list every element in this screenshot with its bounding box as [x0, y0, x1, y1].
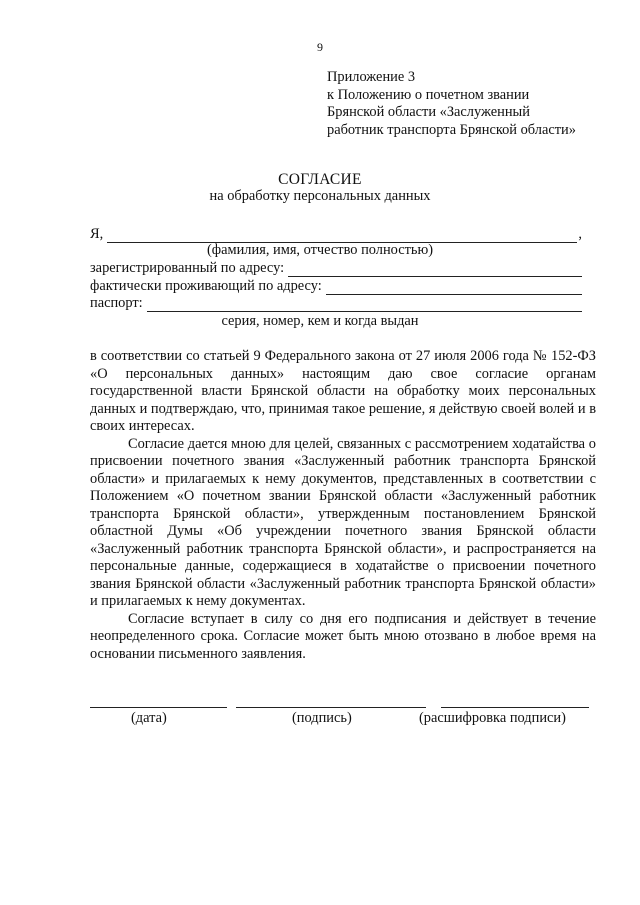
registered-address-field [90, 260, 582, 277]
full-name-field [90, 226, 582, 243]
passport-field [90, 295, 582, 312]
actual-address-blank-line[interactable] [326, 281, 582, 295]
document-subtitle: на обработку персональных данных [209, 188, 431, 204]
signature-blank-line[interactable] [236, 707, 426, 708]
appendix-line-3: Брянской области «Заслуженный [327, 104, 530, 120]
actual-address-field [90, 278, 582, 295]
consent-body [90, 348, 596, 663]
full-name-blank-line[interactable] [107, 229, 577, 243]
registered-address-blank-line[interactable] [288, 263, 582, 277]
name-suffix: , [578, 226, 582, 242]
actual-address-label: фактически проживающий по адресу: [90, 278, 322, 294]
appendix-header [327, 69, 617, 139]
decryption-blank-line[interactable] [441, 707, 589, 708]
date-caption: (дата) [131, 710, 167, 726]
paragraph-purpose: Согласие дается мною для целей, связанных с рассмотрением ходатайства о присвоении почетного звания «Заслуженный работник транспорта Брянской области» и прилагаемых к нему документов, представленных в соответствии с Положением «О почетном звании Брянской области «Заслуженный работник транспорта Брянской области», утвержденным постановлением Брянской областной Думы «Об учреждении почетного звания Брянской области «Заслуженный работник транспорта Брянской области», и распространяется на персональные данные, содержащиеся в ходатайстве о присвоении почетного звания Брянской области «Заслуженный работник транспорта Брянской области» и прилагаемых к нему документах. [90, 435, 596, 609]
signature-caption: (подпись) [292, 710, 352, 726]
paragraph-legal-basis: в соответствии со статьей 9 Федерального закона от 27 июля 2006 года № 152-ФЗ «О персональных данных» настоящим даю свое согласие органам государственной власти Брянской области на обработку моих персональных данных и подтверждаю, что, принимая такое решение, я действую своей волей и в своих интересах. [90, 348, 596, 434]
passport-hint: серия, номер, кем и когда выдан [221, 313, 419, 329]
page-number: 9 [317, 40, 323, 54]
date-blank-line[interactable] [90, 707, 227, 708]
passport-blank-line[interactable] [147, 298, 582, 312]
appendix-line-4: работник транспорта Брянской области» [327, 121, 576, 138]
document-title: СОГЛАСИЕ [278, 171, 362, 188]
name-prefix: Я, [90, 226, 104, 242]
passport-label: паспорт: [90, 295, 143, 311]
decryption-caption: (расшифровка подписи) [419, 710, 566, 726]
full-name-hint: (фамилия, имя, отчество полностью) [207, 242, 433, 258]
appendix-line-2: к Положению о почетном звании [327, 86, 530, 103]
appendix-line-1: Приложение 3 [327, 69, 416, 85]
registered-address-label: зарегистрированный по адресу: [90, 260, 285, 276]
paragraph-validity: Согласие вступает в силу со дня его подписания и действует в течение неопределенного срока. Согласие может быть мною отозвано в любое время на основании письменного заявления. [90, 610, 596, 662]
